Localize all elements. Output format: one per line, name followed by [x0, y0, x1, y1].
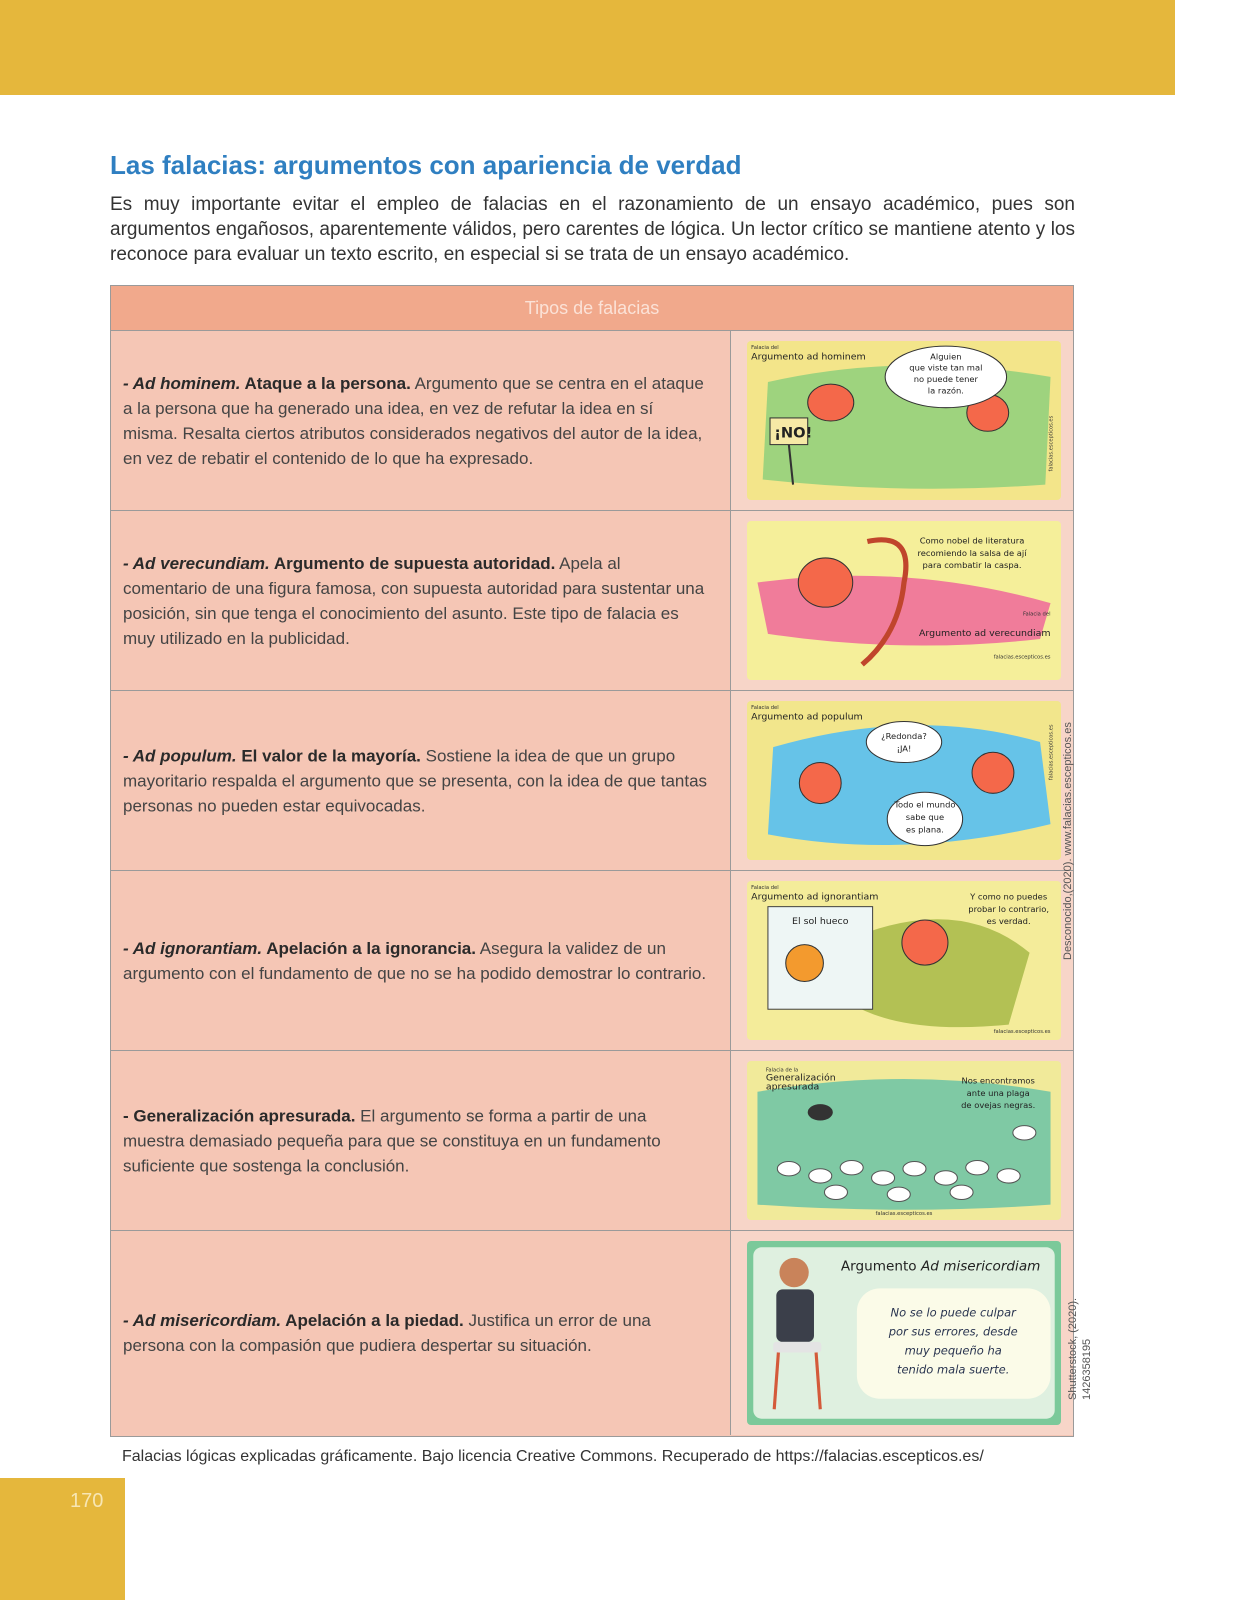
- fallacy-description: [123, 371, 708, 471]
- svg-text:de ovejas negras.: de ovejas negras.: [961, 1100, 1036, 1111]
- fallacy-description: [123, 1308, 708, 1358]
- fallacy-subtitle: Argumento de supuesta autoridad.: [269, 553, 556, 573]
- ad-verecundiam-cartoon: [747, 521, 1061, 680]
- svg-text:Falacia de la: Falacia de la: [765, 1067, 799, 1074]
- fallacy-text: El argumento se forma a partir de una muestra demasiado pequeña para que se constituya en un fundamento suficiente que sostenga la conclusión.: [123, 1106, 661, 1175]
- illustration-cell: [730, 331, 1073, 510]
- svg-text:ante una plaga: ante una plaga: [966, 1087, 1030, 1098]
- bubble-line-3: no puede tener: [913, 374, 978, 385]
- fallacy-name: - Generalización apresurada.: [123, 1106, 356, 1125]
- bubble-line-4: la razón.: [927, 385, 964, 396]
- svg-text:falacias.escepticos.es: falacias.escepticos.es: [1048, 724, 1055, 781]
- illustration-cell: [730, 691, 1073, 870]
- svg-text:Argumento ad ignorantiam: Argumento ad ignorantiam: [751, 891, 879, 903]
- illustration-cell: [730, 1231, 1073, 1435]
- bubble-line-1: Alguien: [930, 351, 962, 362]
- generalization-cartoon: [747, 1061, 1061, 1220]
- illustration-cell: [730, 1051, 1073, 1230]
- page-number: 170: [70, 1490, 104, 1512]
- ad-hominem-cartoon: [747, 341, 1061, 500]
- svg-text:Como nobel de literatura: Como nobel de literatura: [919, 535, 1025, 546]
- svg-text:Argumento ad populum: Argumento ad populum: [751, 711, 863, 723]
- intro-paragraph: Es muy importante evitar el empleo de falacias en el razonamiento de un ensayo académico, pues son argumentos engañosos, aparentemente válidos, pero carentes de lógica. Un lector crítico se mantiene atento y los reconoce para evaluar un texto escrito, en especial si se trata de un ensayo académico.: [110, 194, 1075, 265]
- table-row: [111, 871, 1073, 1051]
- svg-text:No se lo puede culpar: No se lo puede culpar: [890, 1305, 1016, 1320]
- svg-text:Generalización: Generalización: [765, 1072, 836, 1084]
- svg-text:recomiendo la salsa de ají: recomiendo la salsa de ají: [917, 547, 1027, 558]
- table-row: [111, 1051, 1073, 1231]
- cartoon-small-label: Falacia del: [751, 345, 779, 352]
- svg-text:apresurada: apresurada: [765, 1081, 820, 1093]
- svg-text:Argumento ad verecundiam: Argumento ad verecundiam: [918, 627, 1051, 639]
- fallacy-name: - Ad hominem.: [123, 373, 241, 393]
- fallacy-text: Argumento que se centra en el ataque a la persona que ha generado una idea, en vez de refutar la idea en sí misma. Resalta ciertos atributos considerados negativos del autor de la idea, en vez de rebatir el contenido de lo que ha expresado.: [123, 373, 704, 468]
- fallacy-name: - Ad misericordiam.: [123, 1311, 282, 1330]
- cartoon-site: falacias.escepticos.es: [1048, 415, 1055, 472]
- svg-text:Nos encontramos: Nos encontramos: [961, 1075, 1035, 1086]
- svg-text:por sus errores, desde: por sus errores, desde: [888, 1324, 1018, 1339]
- cartoon-label: Argumento ad hominem: [751, 351, 866, 363]
- svg-text:es verdad.: es verdad.: [986, 916, 1031, 927]
- fallacy-subtitle: Apelación a la piedad.: [281, 1311, 464, 1330]
- fallacy-description: [123, 936, 708, 986]
- side-credit: Desconocido,(2020). www.falacias.escepticos.es: [1062, 722, 1074, 960]
- table-header: Tipos de falacias: [111, 286, 1073, 331]
- fallacy-text: Asegura la validez de un argumento con el fundamento de que no se ha podido demostrar lo contrario.: [123, 938, 707, 983]
- svg-text:tenido mala suerte.: tenido mala suerte.: [896, 1362, 1010, 1377]
- table-row: [111, 511, 1073, 691]
- fallacy-name: - Ad verecundiam.: [123, 553, 270, 573]
- svg-text:Falacia del: Falacia del: [751, 885, 779, 892]
- fallacy-text: Sostiene la idea de que un grupo mayoritario respalda el argumento que se presenta, con la idea de que tantas personas no pueden estar equivocadas.: [123, 746, 708, 815]
- fallacy-description: [123, 743, 708, 818]
- fallacy-name: - Ad ignorantiam.: [123, 938, 263, 958]
- svg-text:Y como no puedes: Y como no puedes: [970, 891, 1048, 902]
- svg-text:muy pequeño ha: muy pequeño ha: [904, 1343, 1002, 1358]
- svg-text:Argumento Ad misericordiam: Argumento Ad misericordiam: [840, 1258, 1041, 1275]
- illustration-cell: [730, 511, 1073, 690]
- page-number-tab: [0, 1478, 125, 1600]
- bubble-line-2: que viste tan mal: [909, 362, 983, 373]
- svg-text:Todo el mundo: Todo el mundo: [894, 799, 956, 810]
- svg-text:para combatir la caspa.: para combatir la caspa.: [922, 560, 1022, 571]
- table-row: [111, 1231, 1073, 1435]
- fallacy-description: [123, 1103, 708, 1178]
- fallacy-text: Apela al comentario de una figura famosa, con supuesta autoridad para sustentar una posición, sin que tenga el conocimiento del asunto. Este tipo de falacia es muy utilizado en la publicidad.: [123, 553, 705, 648]
- svg-text:El sol hueco: El sol hueco: [792, 916, 849, 928]
- fallacy-name: - Ad populum.: [123, 746, 237, 765]
- svg-text:¡JA!: ¡JA!: [896, 743, 912, 754]
- figure-caption: Falacias lógicas explicadas gráficamente. Bajo licencia Creative Commons. Recuperado de https://falacias.escepticos.es/: [122, 1448, 984, 1465]
- section-title: Las falacias: argumentos con apariencia de verdad: [110, 150, 742, 180]
- illustration-cell: [730, 871, 1073, 1050]
- svg-text:Falacia del: Falacia del: [751, 705, 779, 712]
- table-row: [111, 331, 1073, 511]
- svg-text:falacias.escepticos.es: falacias.escepticos.es: [993, 654, 1051, 661]
- svg-text:falacias.escepticos.es: falacias.escepticos.es: [875, 1210, 933, 1217]
- fallacy-subtitle: Ataque a la persona.: [240, 373, 411, 393]
- fallacy-subtitle: El valor de la mayoría.: [236, 746, 421, 765]
- svg-text:falacias.escepticos.es: falacias.escepticos.es: [993, 1028, 1051, 1035]
- ad-populum-cartoon: [747, 701, 1061, 860]
- fallacy-subtitle: Apelación a la ignorancia.: [262, 938, 476, 958]
- cartoon-sign: ¡NO!: [774, 425, 813, 442]
- svg-text:¿Redonda?: ¿Redonda?: [881, 731, 927, 741]
- fallacy-description: [123, 551, 708, 651]
- svg-text:probar lo contrario,: probar lo contrario,: [968, 903, 1050, 914]
- top-color-band: [0, 0, 1175, 95]
- svg-text:es plana.: es plana.: [905, 824, 944, 835]
- table-row: [111, 691, 1073, 871]
- side-credit-shutterstock: Shutterstock, (2020). 1426358195: [1067, 1297, 1093, 1400]
- fallacy-text: Justifica un error de una persona con la compasión que pudiera despertar su situación.: [123, 1311, 651, 1355]
- fallacies-table: [110, 285, 1074, 1437]
- ad-misericordiam-cartoon: [747, 1241, 1061, 1425]
- svg-text:sabe que: sabe que: [905, 812, 945, 822]
- svg-text:Falacia del: Falacia del: [1022, 611, 1051, 618]
- ad-ignorantiam-cartoon: [747, 881, 1061, 1040]
